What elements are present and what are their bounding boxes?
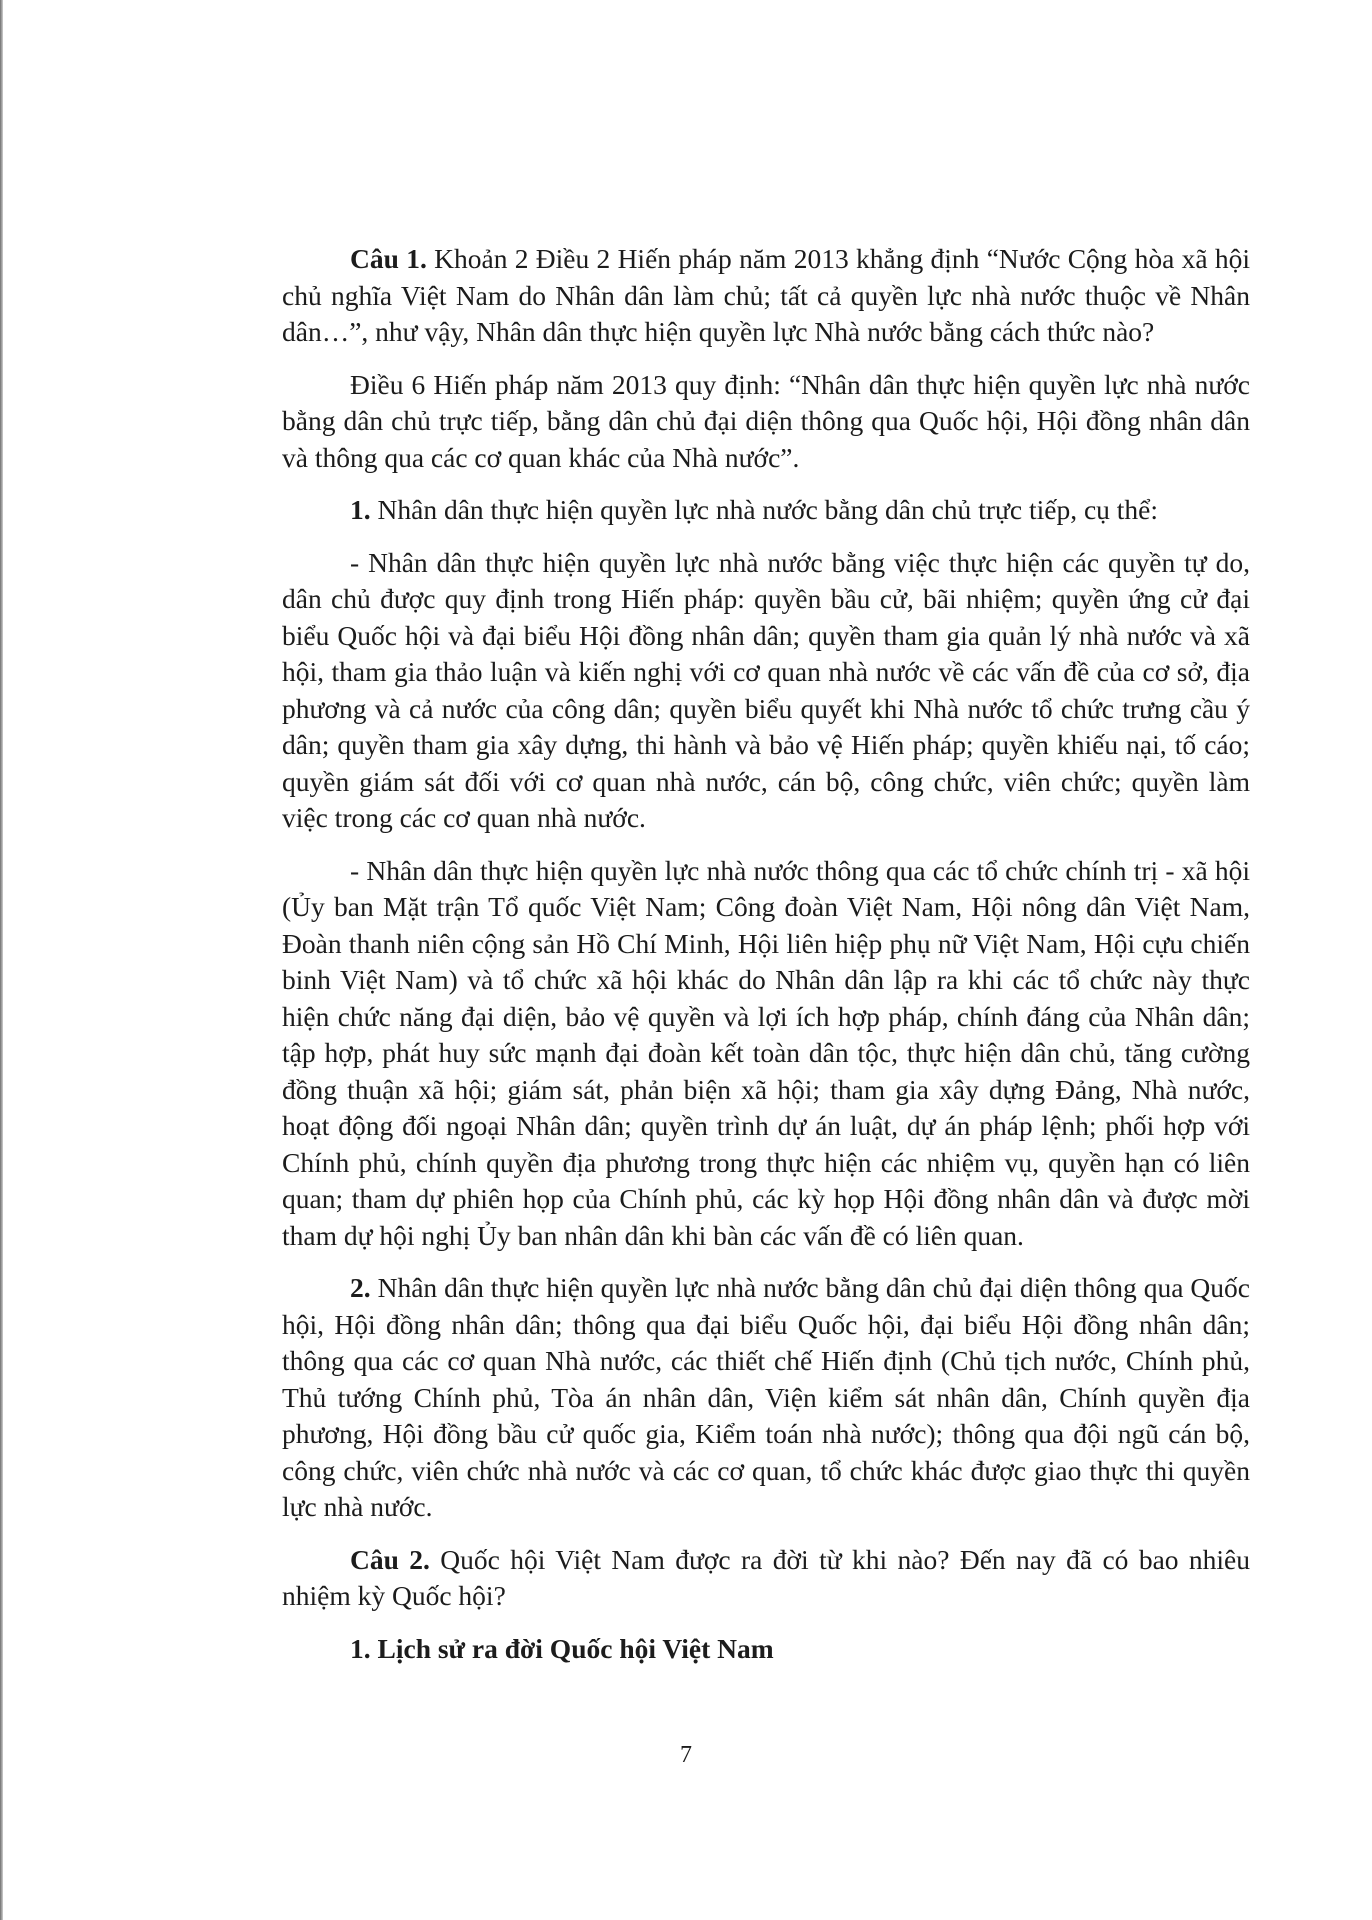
question-2-label: Câu 2. [350, 1543, 430, 1575]
item-2-label: 2. [350, 1272, 371, 1303]
section-heading-history: 1. Lịch sử ra đời Quốc hội Việt Nam [350, 1632, 774, 1664]
question-1 [282, 241, 1250, 351]
question-1-label: Câu 1. [350, 243, 427, 274]
item-2-text: Nhân dân thực hiện quyền lực nhà nước bằng dân chủ đại diện thông qua Quốc hội, Hội đồng nhân dân; thông qua đại biểu Quốc hội, đại biểu Hội đồng nhân dân; thông qua các cơ quan Nhà nước, các thiết chế Hiến định (Chủ tịch nước, Chính phủ, Thủ tướng Chính phủ, Tòa án nhân dân, Viện kiểm sát nhân dân, Chính quyền địa phương, Hội đồng bầu cử quốc gia, Kiểm toán nhà nước); thông qua đội ngũ cán bộ, công chức, viên chức nhà nước và các cơ quan, tổ chức khác được giao thực thi quyền lực nhà nước. [282, 1272, 1250, 1522]
bullet-socio-political-orgs: - Nhân dân thực hiện quyền lực nhà nước thông qua các tổ chức chính trị - xã hội (Ủy ban Mặt trận Tổ quốc Việt Nam; Công đoàn Việt Nam, Hội nông dân Việt Nam, Đoàn thanh niên cộng sản Hồ Chí Minh, Hội liên hiệp phụ nữ Việt Nam, Hội cựu chiến binh Việt Nam) và tổ chức xã hội khác do Nhân dân lập ra khi các tổ chức này thực hiện chức năng đại diện, bảo vệ quyền và lợi ích hợp pháp, chính đáng của Nhân dân; tập hợp, phát huy sức mạnh đại đoàn kết toàn dân tộc, thực hiện dân chủ, tăng cường đồng thuận xã hội; giám sát, phản biện xã hội; tham gia xây dựng Đảng, Nhà nước, hoạt động đối ngoại Nhân dân; quyền trình dự án luật, dự án pháp lệnh; phối hợp với Chính phủ, chính quyền địa phương trong thực hiện các nhiệm vụ, quyền hạn có liên quan; tham dự phiên họp của Chính phủ, các kỳ họp Hội đồng nhân dân và được mời tham dự hội nghị Ủy ban nhân dân khi bàn các vấn đề có liên quan. [282, 854, 1250, 1251]
page-number: 7 [680, 1742, 692, 1768]
paragraph-article-6: Điều 6 Hiến pháp năm 2013 quy định: “Nhân dân thực hiện quyền lực nhà nước bằng dân chủ trực tiếp, bằng dân chủ đại diện thông qua Quốc hội, Hội đồng nhân dân và thông qua các cơ quan khác của Nhà nước”. [282, 368, 1250, 473]
item-2 [282, 1270, 1250, 1526]
question-2-text: Quốc hội Việt Nam được ra đời từ khi nào? Đến nay đã có bao nhiêu nhiệm kỳ Quốc hội? [282, 1543, 1251, 1611]
question-1-text: Khoản 2 Điều 2 Hiến pháp năm 2013 khẳng định “Nước Cộng hòa xã hội chủ nghĩa Việt Nam do Nhân dân làm chủ; tất cả quyền lực nhà nước thuộc về Nhân dân…”, như vậy, Nhân dân thực hiện quyền lực Nhà nước bằng cách thức nào? [282, 243, 1250, 347]
document-body [282, 241, 1250, 1667]
question-2 [282, 1542, 1250, 1615]
item-1-label: 1. [350, 494, 371, 525]
item-1-text: Nhân dân thực hiện quyền lực nhà nước bằng dân chủ trực tiếp, cụ thể: [370, 494, 1159, 525]
item-1 [282, 492, 1250, 529]
scan-edge [0, 0, 3, 1920]
bullet-direct-rights: - Nhân dân thực hiện quyền lực nhà nước bằng việc thực hiện các quyền tự do, dân chủ được quy định trong Hiến pháp: quyền bầu cử, bãi nhiệm; quyền ứng cử đại biểu Quốc hội và đại biểu Hội đồng nhân dân; quyền tham gia quản lý nhà nước và xã hội, tham gia thảo luận và kiến nghị với cơ quan nhà nước về các vấn đề của cơ sở, địa phương và cả nước của công dân; quyền biểu quyết khi Nhà nước tổ chức trưng cầu ý dân; quyền tham gia xây dựng, thi hành và bảo vệ Hiến pháp; quyền khiếu nại, tố cáo; quyền giám sát đối với cơ quan nhà nước, cán bộ, công chức, viên chức; quyền làm việc trong các cơ quan nhà nước. [282, 546, 1250, 833]
